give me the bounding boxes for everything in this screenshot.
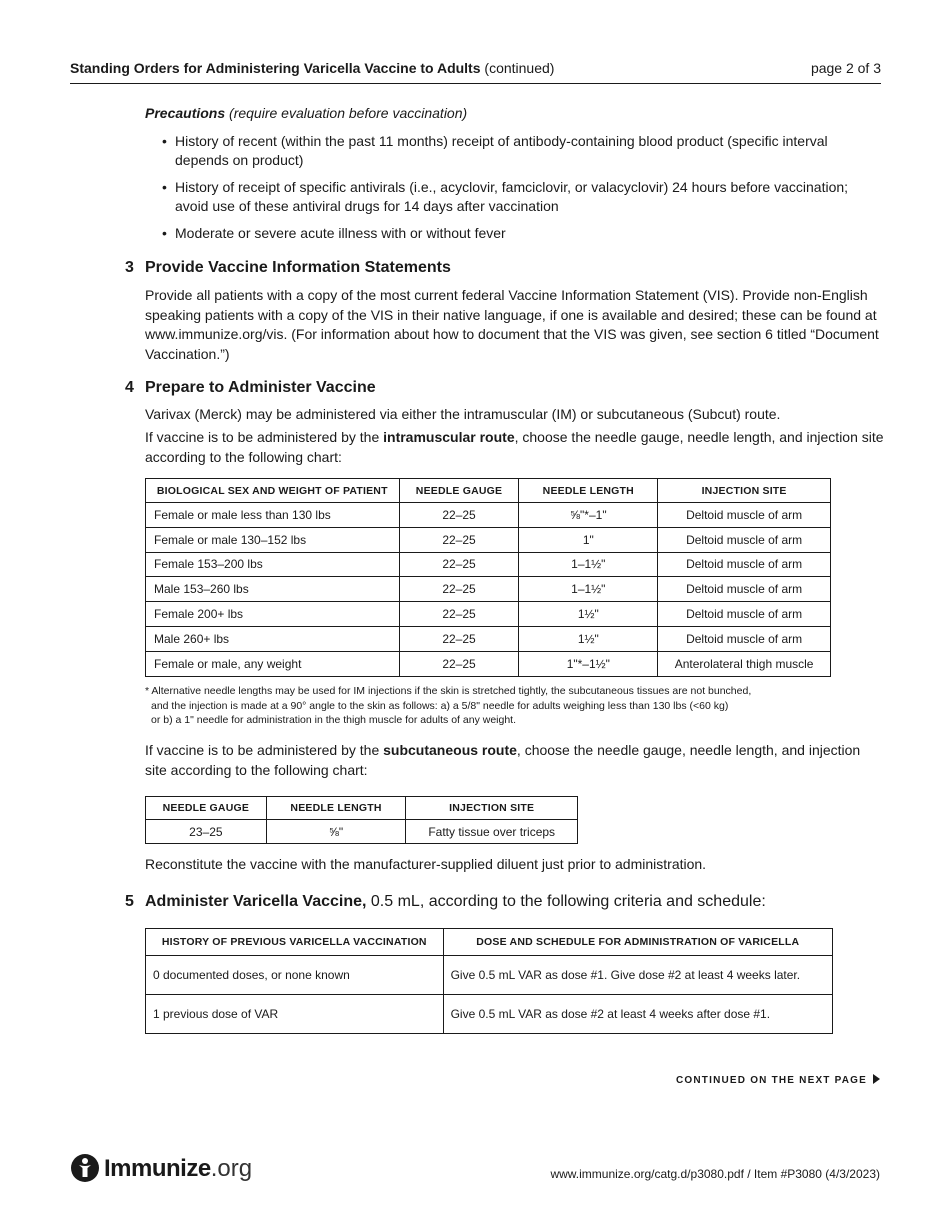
- table-header: HISTORY OF PREVIOUS VARICELLA VACCINATION: [146, 929, 444, 956]
- section-4-title: Prepare to Administer Vaccine: [145, 379, 376, 396]
- immunize-logo-icon: [70, 1153, 100, 1183]
- table-cell: 0 documented doses, or none known: [146, 956, 444, 995]
- subcut-needle-table: [145, 796, 578, 844]
- table-header: INJECTION SITE: [658, 479, 831, 503]
- footnote-line: and the injection is made at a 90° angle to the skin as follows: a) a 5/8" needle for adults weighing less than 130 lbs (<60 kg): [151, 699, 729, 712]
- section-5-title: [145, 893, 766, 911]
- logo-bold: Immunize: [104, 1155, 211, 1182]
- section-5-number: 5: [125, 893, 134, 910]
- section-4-intro: Varivax (Merck) may be administered via either the intramuscular (IM) or subcutaneous (Subcut) route.: [145, 406, 781, 422]
- section-3-body: Provide all patients with a copy of the most current federal Vaccine Information Statement (VIS). Provide non-English speaking patients with a copy of the VIS in their native language, if one is available and desired; these can be found at www.immunize.org/vis. (For information about how to document that the VIS was given, see section 6 titled “Document Vaccination.”): [145, 287, 879, 362]
- table-header: BIOLOGICAL SEX AND WEIGHT OF PATIENT: [146, 479, 400, 503]
- table-cell: 23–25: [146, 820, 267, 844]
- table-row: [146, 626, 831, 651]
- table-cell: 1½": [519, 626, 658, 651]
- table-cell: 1": [519, 527, 658, 552]
- table-header: NEEDLE GAUGE: [146, 797, 267, 820]
- table-row: [146, 552, 831, 577]
- im-suffix: , choose the needle gauge, needle length, and injection site according to the following chart:: [145, 429, 884, 465]
- header-title-suffix: (continued): [484, 60, 555, 76]
- table-row: [146, 527, 831, 552]
- list-item: • Moderate or severe acute illness with or without fever: [162, 224, 882, 243]
- table-header: NEEDLE GAUGE: [399, 479, 519, 503]
- table-cell: Male 260+ lbs: [146, 626, 400, 651]
- reconstitute-text: Reconstitute the vaccine with the manufacturer-supplied diluent just prior to administration.: [145, 856, 707, 872]
- table-row: [146, 577, 831, 602]
- continued-label: CONTINUED ON THE NEXT PAGE: [675, 1075, 867, 1086]
- im-needle-table: [145, 478, 831, 677]
- subcut-prefix: If vaccine is to be administered by the: [145, 742, 384, 758]
- precautions-subtitle: (require evaluation before vaccination): [229, 105, 468, 121]
- table-cell: 1–1½": [519, 577, 658, 602]
- table-cell: Deltoid muscle of arm: [658, 527, 831, 552]
- section-3-title: Provide Vaccine Information Statements: [145, 259, 451, 276]
- table-row: [146, 651, 831, 676]
- table-cell: 22–25: [399, 602, 519, 627]
- header-title-bold: Standing Orders for Administering Varicella Vaccine to Adults: [70, 60, 481, 76]
- section-3-number: 3: [125, 259, 134, 276]
- im-prefix: If vaccine is to be administered by the: [145, 429, 384, 445]
- section-4-im-text: [145, 428, 885, 467]
- table-cell: Give 0.5 mL VAR as dose #2 at least 4 weeks after dose #1.: [443, 995, 832, 1034]
- footer-reference: www.immunize.org/catg.d/p3080.pdf / Item #P3080 (4/3/2023): [550, 1167, 880, 1181]
- table-cell: 1"*–1½": [519, 651, 658, 676]
- table-cell: Deltoid muscle of arm: [658, 602, 831, 627]
- im-route: intramuscular route: [383, 429, 515, 445]
- table-cell: 22–25: [399, 626, 519, 651]
- table-cell: 22–25: [399, 503, 519, 528]
- table-cell: Male 153–260 lbs: [146, 577, 400, 602]
- precautions-list: [162, 132, 882, 251]
- table-cell: 22–25: [399, 527, 519, 552]
- varicella-schedule-table: [145, 928, 833, 1034]
- table-cell: Fatty tissue over triceps: [406, 820, 578, 844]
- logo-wordmark: [104, 1155, 252, 1183]
- table-cell: 22–25: [399, 651, 519, 676]
- table-cell: Female or male less than 130 lbs: [146, 503, 400, 528]
- section-5-title-rest: 0.5 mL, according to the following criteria and schedule:: [370, 893, 766, 910]
- table-cell: Female or male 130–152 lbs: [146, 527, 400, 552]
- table-row: [146, 956, 833, 995]
- precautions-title: Precautions: [145, 105, 226, 121]
- table-cell: ⅝"*–1": [519, 503, 658, 528]
- precautions-heading: [145, 105, 467, 121]
- subcut-route: subcutaneous route: [383, 742, 517, 758]
- page-number: page 2 of 3: [810, 60, 881, 76]
- table-header: NEEDLE LENGTH: [519, 479, 658, 503]
- table-cell: 1–1½": [519, 552, 658, 577]
- table-cell: ⅝": [266, 820, 406, 844]
- table-cell: 22–25: [399, 552, 519, 577]
- table-cell: 1½": [519, 602, 658, 627]
- table-cell: Female 200+ lbs: [146, 602, 400, 627]
- table-header-row: [146, 929, 833, 956]
- section-4-number: 4: [125, 379, 134, 396]
- table-cell: Deltoid muscle of arm: [658, 577, 831, 602]
- footnote-line: * Alternative needle lengths may be used for IM injections if the skin is stretched tightly, the subcutaneous tissues are not bunched,: [145, 685, 752, 697]
- continued-next-page: [676, 1074, 880, 1086]
- table-row: [146, 820, 578, 844]
- table-row: [146, 503, 831, 528]
- footnote-line: or b) a 1" needle for administration in the thigh muscle for adults of any weight.: [151, 714, 517, 726]
- header-title: [70, 60, 554, 76]
- table-cell: Deltoid muscle of arm: [658, 626, 831, 651]
- table-header-row: [146, 479, 831, 503]
- list-item: • History of recent (within the past 11 months) receipt of antibody-containing blood product (specific interval depends on product): [162, 132, 882, 170]
- table-header: NEEDLE LENGTH: [266, 797, 406, 820]
- page-header: [70, 59, 881, 84]
- table-cell: Deltoid muscle of arm: [658, 503, 831, 528]
- table-header: DOSE AND SCHEDULE FOR ADMINISTRATION OF VARICELLA: [443, 929, 832, 956]
- subcut-suffix: , choose the needle gauge, needle length, and injection site according to the following chart:: [145, 742, 861, 778]
- table-cell: Female 153–200 lbs: [146, 552, 400, 577]
- section-5-title-bold: Administer Varicella Vaccine,: [145, 893, 367, 910]
- triangle-right-icon: [873, 1074, 880, 1084]
- table-cell: Deltoid muscle of arm: [658, 552, 831, 577]
- table-row: [146, 995, 833, 1034]
- table-cell: 1 previous dose of VAR: [146, 995, 444, 1034]
- section-4-subcut-text: [145, 741, 885, 780]
- table-cell: Female or male, any weight: [146, 651, 400, 676]
- table-header-row: [146, 797, 578, 820]
- list-item: • History of receipt of specific antivirals (i.e., acyclovir, famciclovir, or valacyclovir) 24 hours before vaccination; avoid use of these antiviral drugs for 14 days after vaccination: [162, 178, 882, 216]
- im-footnote: [145, 684, 751, 728]
- logo-rest: .org: [210, 1155, 253, 1182]
- table-row: [146, 602, 831, 627]
- table-header: INJECTION SITE: [406, 797, 578, 820]
- table-cell: Anterolateral thigh muscle: [658, 651, 831, 676]
- table-cell: Give 0.5 mL VAR as dose #1. Give dose #2 at least 4 weeks later.: [443, 956, 832, 995]
- table-cell: 22–25: [399, 577, 519, 602]
